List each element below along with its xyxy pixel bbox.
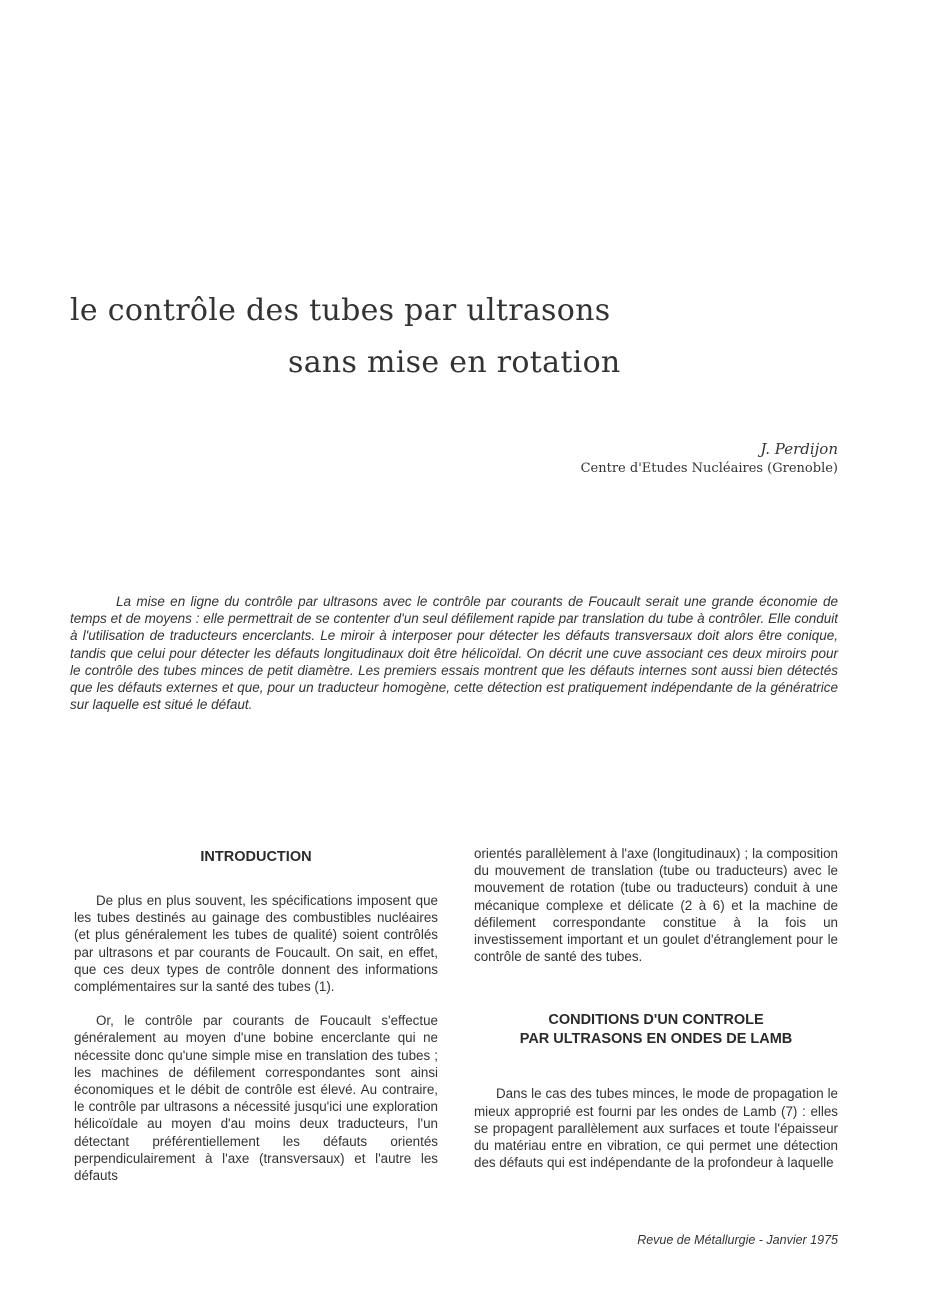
article-title-line1: le contrôle des tubes par ultrasons [70, 293, 611, 328]
introduction-heading: INTRODUCTION [200, 849, 312, 865]
abstract-text: La mise en ligne du contrôle par ultrasons avec le contrôle par courants de Foucault serait une grande économie de temps et de moyens : elle permettrait de se contenter d'un seul défilement rapide par translation du tube à contrôler. Elle conduit à l'utilisation de traducteurs encerclants. Le miroir à interposer pour détecter les défauts transversaux doit alors être conique, tandis que celui pour détecter les défauts longitudinaux doit être hélicoïdal. On décrit une cuve associant ces deux miroirs pour le contrôle des tubes minces de petit diamètre. Les premiers essais montrent que les défauts internes sont aussi bien détectés que les défauts externes et que, pour un traducteur homogène, cette détection est pratiquement indépendante de la génératrice sur laquelle est situé le défaut. [70, 594, 838, 713]
abstract [70, 593, 838, 713]
journal-footer: Revue de Métallurgie - Janvier 1975 [637, 1233, 838, 1247]
conditions-paragraph-1: Dans le cas des tubes minces, le mode de propagation le mieux approprié est fourni par les ondes de Lamb (7) : elles se propagent parallèlement aux surfaces et toute l'épaisseur du matériau entre en vibration, ce qui permet une détection des défauts qui est indépendante de la profondeur à laquelle [474, 1086, 838, 1171]
left-column [74, 848, 438, 1184]
introduction-paragraph-2-continued: orientés parallèlement à l'axe (longitudinaux) ; la composition du mouvement de translation (tube ou traducteurs) avec le mouvement de rotation (tube ou traducteurs) conduit à une mécanique complexe et délicate (2 à 6) et la machine de défilement correspondante constitue à la fois un investissement important et un goulet d'étranglement pour le contrôle de santé des tubes. [474, 846, 838, 965]
author-name: J. Perdijon [760, 440, 838, 458]
introduction-paragraph-1: De plus en plus souvent, les spécifications imposent que les tubes destinés au gainage des combustibles nucléaires (et plus généralement les tubes de qualité) soient contrôlés par ultrasons et par courants de Foucault. On sait, en effet, que ces deux types de contrôle donnent des informations complémentaires sur la santé des tubes (1). [74, 893, 438, 995]
introduction-paragraph-2: Or, le contrôle par courants de Foucault s'effectue généralement au moyen d'une bobine encerclante qui ne nécessite donc qu'une simple mise en translation des tubes ; les machines de défilement correspondantes sont ainsi économiques et le débit de contrôle est élevé. Au contraire, le contrôle par ultrasons a nécessité jusqu'ici une exploration hélicoïdale au moyen d'au moins deux traducteurs, l'un détectant préférentiellement les défauts orientés perpendiculairement à l'axe (transversaux) et l'autre les défauts [74, 1013, 438, 1184]
conditions-heading-line2: PAR ULTRASONS EN ONDES DE LAMB [519, 1031, 793, 1048]
article-title-line2: sans mise en rotation [288, 345, 621, 380]
author-affiliation: Centre d'Etudes Nucléaires (Grenoble) [580, 461, 838, 476]
conditions-heading-line1: CONDITIONS D'UN CONTROLE [548, 1012, 764, 1029]
right-column [474, 845, 838, 1171]
